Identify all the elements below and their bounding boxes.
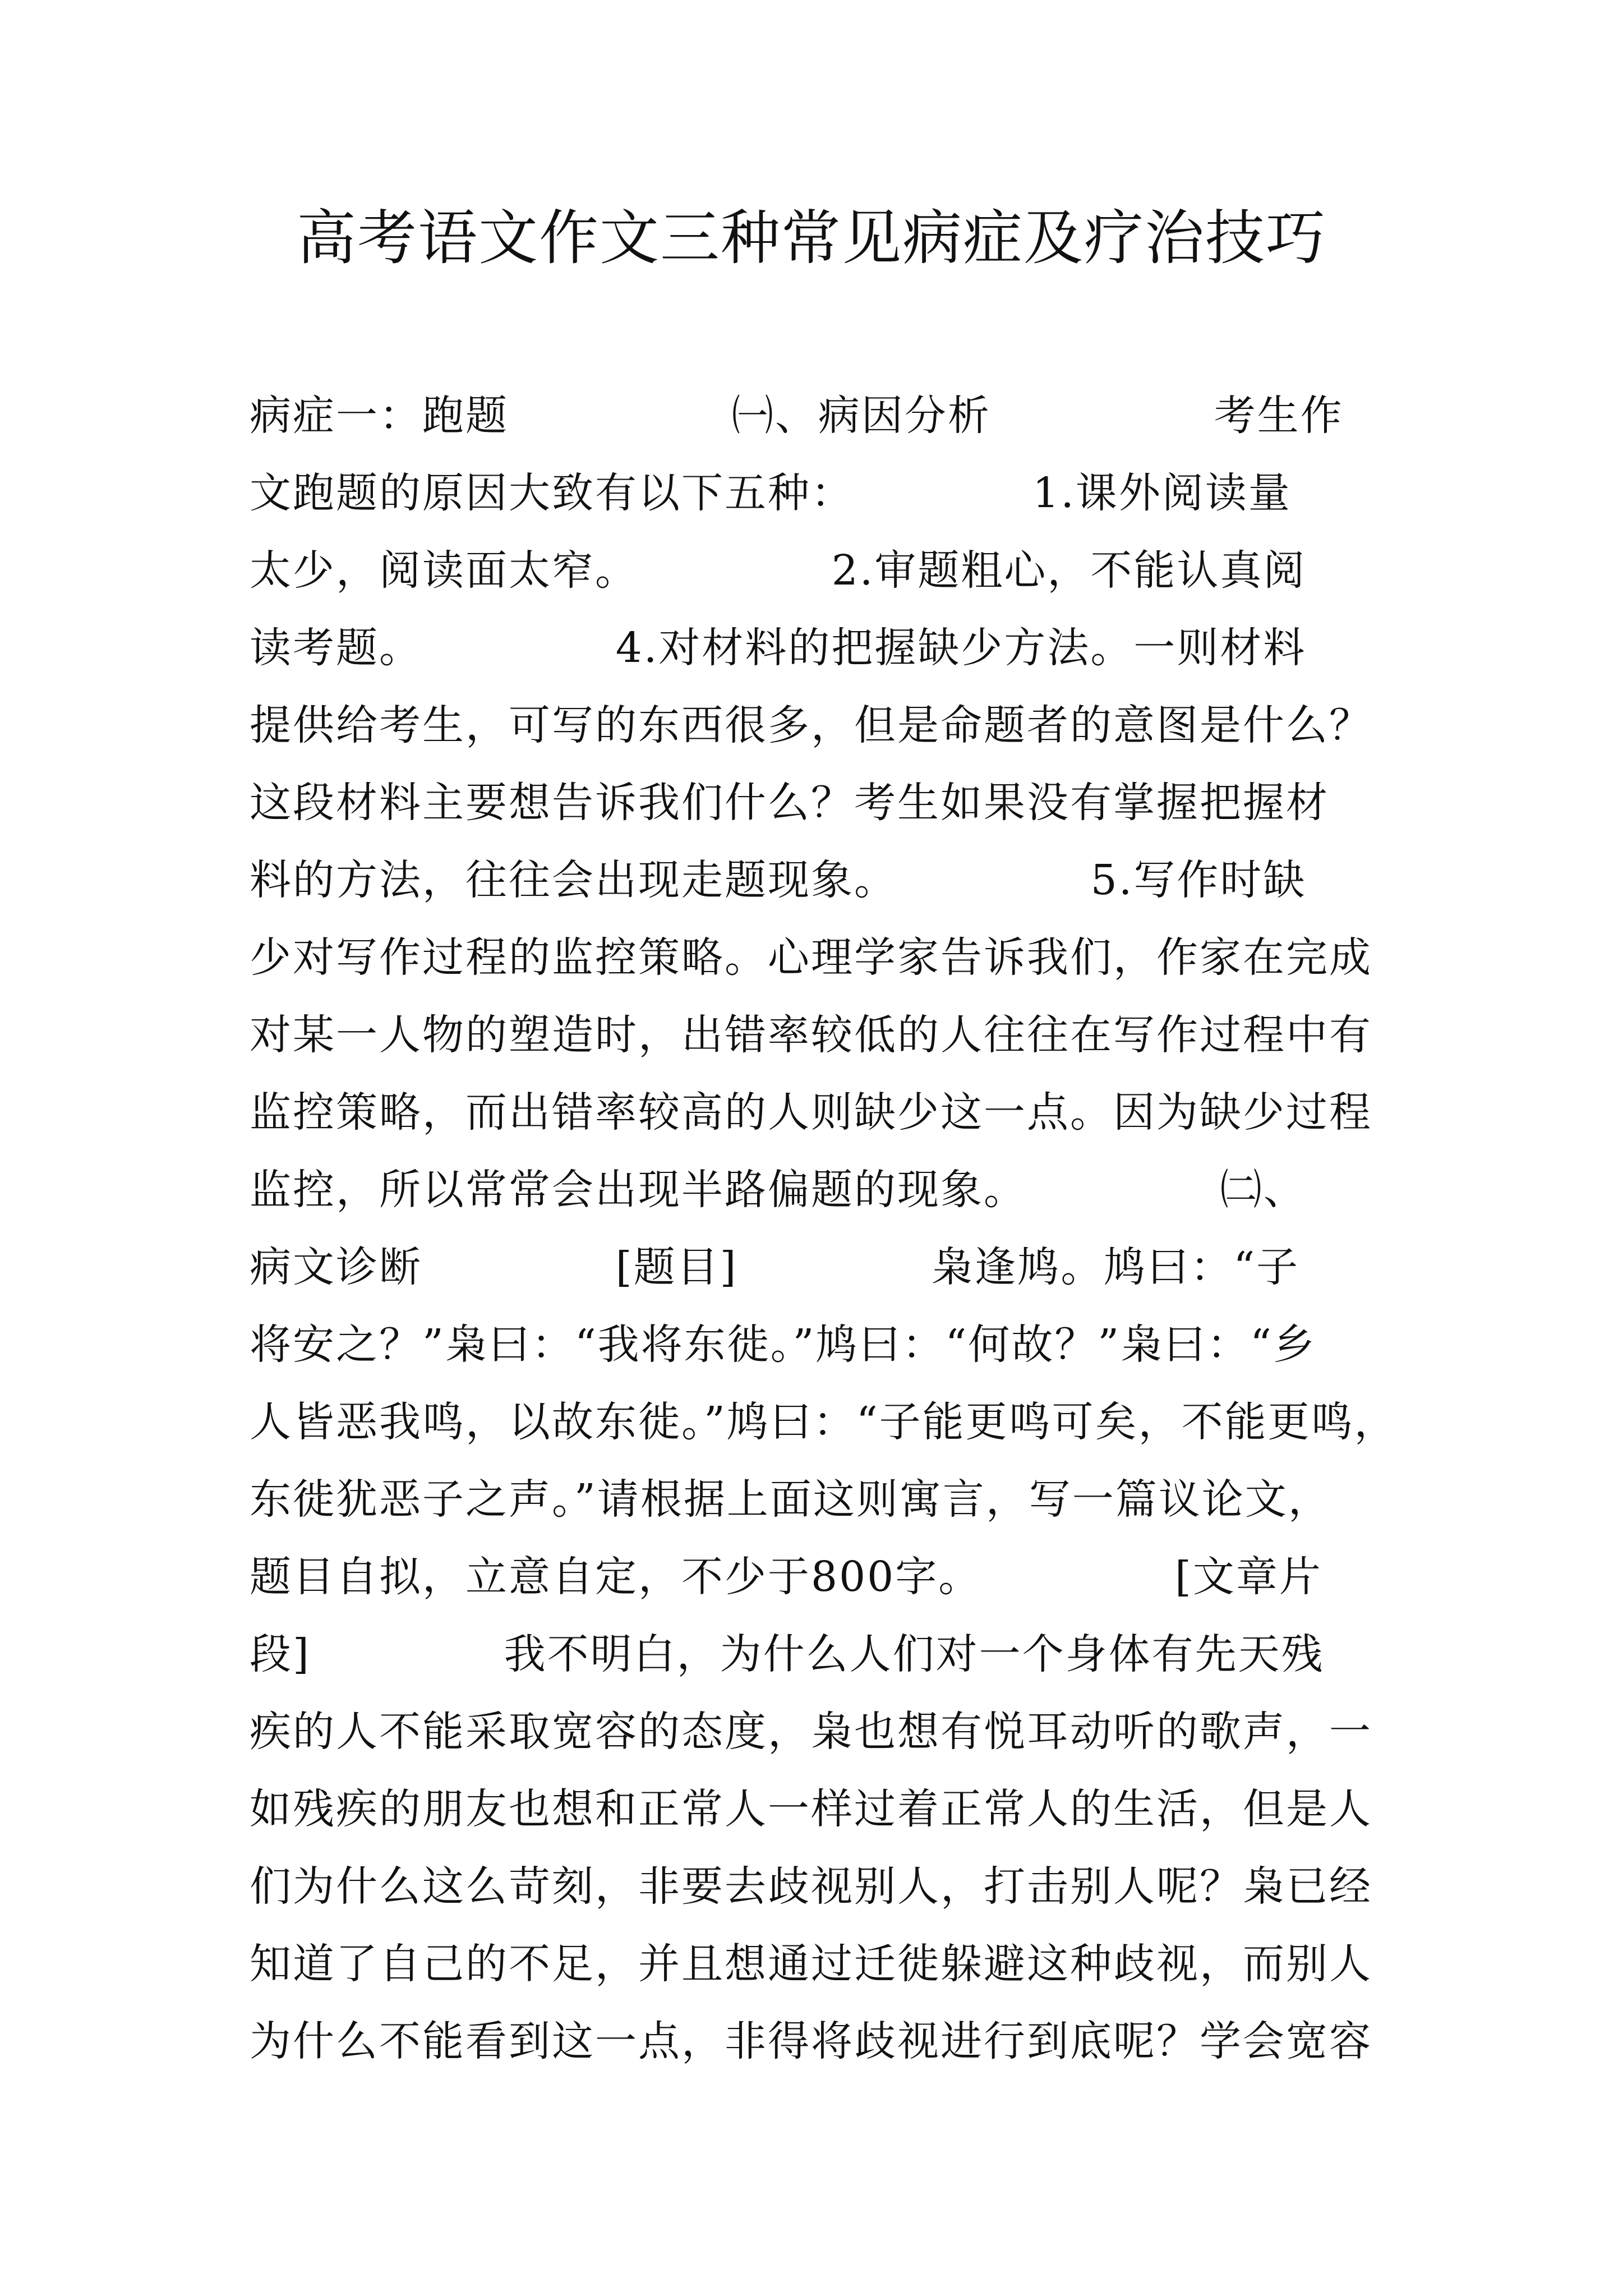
body-line: 这段材料主要想告诉我们什么？考生如果没有掌握把握材	[250, 779, 1329, 827]
body-line: 知道了自己的不足，并且想通过迁徙躲避这种歧视，而别人	[250, 1940, 1372, 1988]
body-line: 监控策略，而出错率较高的人则缺少这一点。因为缺少过程	[250, 1088, 1372, 1137]
body-line: 东徙犹恶子之声。”请根据上面这则寓言，写一篇议论文，	[250, 1475, 1331, 1524]
body-line: 病症一：跑题 ㈠、病因分析 考生作	[250, 392, 1344, 440]
body-line: 题目自拟，立意自定，不少于800字。 [文章片	[250, 1553, 1322, 1601]
body-line: 太少，阅读面太窄。 2.审题粗心，不能认真阅	[250, 546, 1307, 595]
body-line: 提供给考生，可写的东西很多，但是命题者的意图是什么？	[250, 701, 1372, 749]
body-line: 段] 我不明白，为什么人们对一个身体有先天残	[250, 1630, 1325, 1678]
body-line: 人皆恶我鸣，以故东徙。”鸠曰：“子能更鸣可矣，不能更鸣，	[250, 1398, 1398, 1446]
document-title: 高考语文作文三种常见病症及疗治技巧	[297, 204, 1326, 273]
body-line: 读考题。 4.对材料的把握缺少方法。一则材料	[250, 624, 1307, 672]
body-line: 为什么不能看到这一点，非得将歧视进行到底呢？学会宽容	[250, 2017, 1372, 2065]
body-line: 文跑题的原因大致有以下五种： 1.课外阅读量	[250, 469, 1292, 517]
body-line: 将安之？”枭曰：“我将东徙。”鸠曰：“何故？”枭曰：“乡	[250, 1320, 1316, 1369]
body-line: 料的方法，往往会出现走题现象。 5.写作时缺	[250, 856, 1307, 904]
body-line: 们为什么这么苛刻，非要去歧视别人，打击别人呢？枭已经	[250, 1862, 1372, 1911]
body-line: 对某一人物的塑造时，出错率较低的人往往在写作过程中有	[250, 1011, 1372, 1059]
body-line: 监控，所以常常会出现半路偏题的现象。 ㈡、	[250, 1166, 1307, 1214]
body-line: 疾的人不能采取宽容的态度，枭也想有悦耳动听的歌声，一	[250, 1708, 1372, 1756]
body-line: 如残疾的朋友也想和正常人一样过着正常人的生活，但是人	[250, 1785, 1372, 1833]
body-line: 少对写作过程的监控策略。心理学家告诉我们，作家在完成	[250, 933, 1372, 982]
document-body	[250, 377, 1398, 2080]
body-line: 病文诊断 [题目] 枭逢鸠。鸠曰：“子	[250, 1243, 1300, 1291]
